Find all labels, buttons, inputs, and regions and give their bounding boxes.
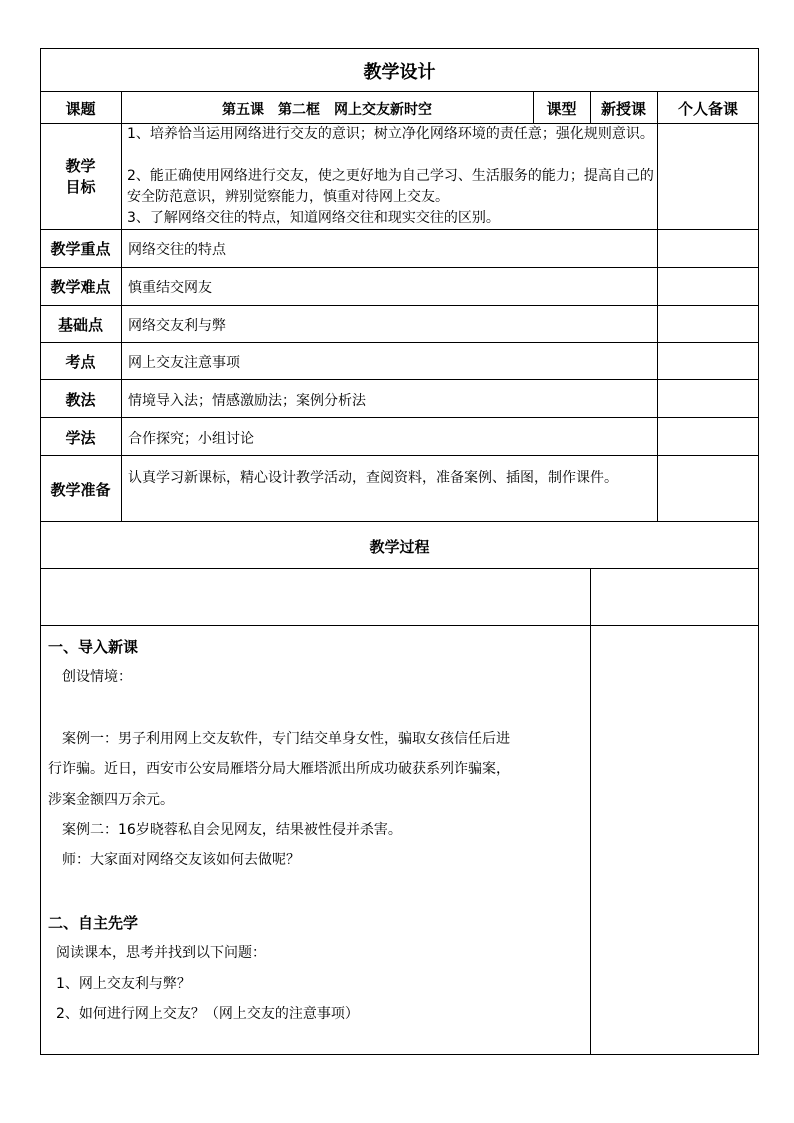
type-label: 课型 (546, 100, 577, 118)
row-divider (40, 342, 759, 343)
key-points-label: 教学重点 (50, 240, 111, 258)
exam-points-label: 考点 (65, 353, 96, 371)
type-value: 新授课 (600, 100, 646, 118)
objectives-label-line2: 目标 (65, 178, 96, 196)
process-title: 教学过程 (369, 538, 430, 556)
key-points-value: 网络交往的特点 (128, 242, 226, 258)
row-divider (40, 229, 759, 230)
col-divider (121, 91, 122, 521)
row-divider (40, 417, 759, 418)
row-divider (40, 379, 759, 380)
objective-item-3: 3、了解网络交往的特点，知道网络交往和现实交往的区别。 (127, 210, 500, 226)
teaching-methods-value: 情境导入法；情感激励法；案例分析法 (128, 393, 366, 409)
question-2: 2、如何进行网上交友？（网上交友的注意事项） (56, 1006, 359, 1022)
teaching-methods-label: 教法 (65, 391, 96, 409)
section2-title: 二、自主先学 (48, 914, 139, 932)
section1-title: 一、导入新课 (48, 638, 139, 656)
question-1: 1、网上交友利与弊？ (56, 976, 191, 992)
document-title: 教学设计 (363, 62, 436, 83)
learning-methods-label: 学法 (65, 429, 96, 447)
learning-methods-value: 合作探究；小组讨论 (128, 431, 254, 447)
basics-label: 基础点 (57, 316, 103, 334)
case2: 案例二：16岁晓蓉私自会见网友，结果被性侵并杀害。 (62, 822, 402, 838)
row-divider (40, 521, 759, 522)
personal-notes-label: 个人备课 (677, 100, 738, 118)
row-divider (40, 625, 759, 626)
case1-line2: 行诈骗。近日，西安市公安局雁塔分局大雁塔派出所成功破获系列诈骗案， (48, 761, 510, 777)
case1-line1: 案例一：男子利用网上交友软件，专门结交单身女性，骗取女孩信任后进 (62, 731, 510, 747)
col-divider (657, 91, 658, 521)
topic-label: 课题 (65, 100, 96, 118)
topic-value: 第五课 第二框 网上交友新时空 (222, 102, 432, 118)
row-divider (40, 305, 759, 306)
difficulties-value: 慎重结交网友 (128, 280, 212, 296)
reading-prompt: 阅读课本，思考并找到以下问题： (56, 945, 266, 961)
case1-line3: 涉案金额四万余元。 (48, 792, 174, 808)
row-divider (40, 91, 759, 92)
row-divider (40, 568, 759, 569)
preparation-value: 认真学习新课标，精心设计教学活动，查阅资料，准备案例、插图，制作课件。 (128, 470, 618, 486)
objective-item-2: 2、能正确使用网络进行交友，使之更好地为自己学习、生活服务的能力；提高自己的安全防范意识，辨别觉察能力，慎重对待网上交友。 (127, 168, 654, 205)
exam-points-value: 网上交友注意事项 (128, 355, 240, 371)
objectives-label-line1: 教学 (65, 157, 96, 175)
lesson-plan-table (40, 48, 759, 1055)
row-divider (40, 267, 759, 268)
objective-item-1: 1、培养恰当运用网络进行交友的意识；树立净化网络环境的责任意；强化规则意识。 (127, 126, 654, 142)
col-divider (590, 568, 591, 1055)
scenario-label: 创设情境： (62, 669, 132, 685)
basics-value: 网络交友利与弊 (128, 318, 226, 334)
teacher-question: 师：大家面对网络交友该如何去做呢？ (62, 852, 300, 868)
preparation-label: 教学准备 (50, 481, 111, 499)
difficulties-label: 教学难点 (50, 278, 111, 296)
row-divider (40, 455, 759, 456)
